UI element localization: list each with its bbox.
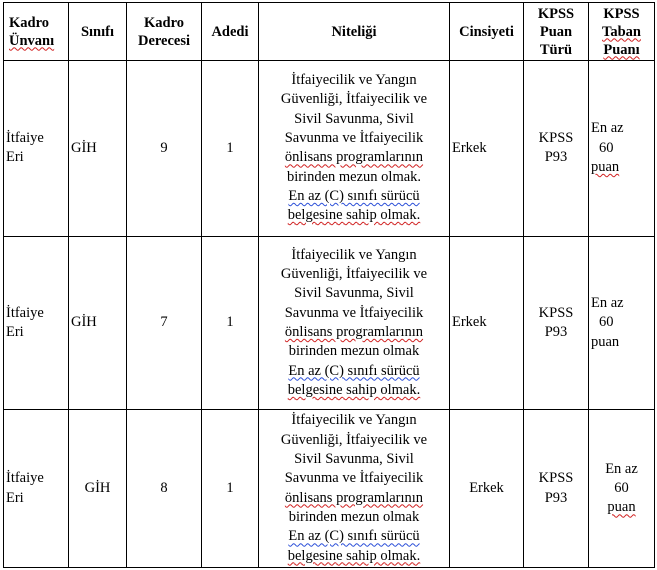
cell-derece: 9 xyxy=(127,61,202,237)
cell-unvan: İtfaiye Eri xyxy=(4,236,69,410)
cell-taban-puan: En az 60 puan xyxy=(589,236,655,410)
cell-unvan: İtfaiye Eri xyxy=(4,410,69,568)
header-kpss-taban-puani: KPSS Taban Puanı xyxy=(589,3,655,61)
cell-cinsiyet: Erkek xyxy=(450,410,524,568)
cell-adet: 1 xyxy=(202,236,259,410)
cell-taban-puan: En az 60 puan xyxy=(589,61,655,237)
cell-adet: 1 xyxy=(202,61,259,237)
header-adedi: Adedi xyxy=(202,3,259,61)
table-row xyxy=(4,61,655,237)
header-kadro-unvani: Kadro Ünvanı xyxy=(4,3,69,61)
cell-cinsiyet: Erkek xyxy=(450,236,524,410)
cell-sinif: GİH xyxy=(69,236,127,410)
cell-cinsiyet: Erkek xyxy=(450,61,524,237)
cell-nitelik: İtfaiyecilik ve Yangın Güvenliği, İtfaiyecilik ve Sivil Savunma, Sivil Savunma ve İtfaiyecilik önlisans programlarının birinden mezun olmak. En az (C) sınıfı sürücü belgesine sahip olmak. xyxy=(259,61,450,237)
header-sinifi: Sınıfı xyxy=(69,3,127,61)
cell-sinif: GİH xyxy=(69,410,127,568)
cell-puan-turu: KPSS P93 xyxy=(524,236,589,410)
header-row xyxy=(4,3,655,61)
cell-nitelik: İtfaiyecilik ve Yangın Güvenliği, İtfaiyecilik ve Sivil Savunma, Sivil Savunma ve İtfaiyecilik önlisans programlarının birinden mezun olmak En az (C) sınıfı sürücü belgesine sahip olmak. xyxy=(259,410,450,568)
header-kpss-puan-turu: KPSS Puan Türü xyxy=(524,3,589,61)
staff-position-table xyxy=(3,2,655,568)
cell-taban-puan: En az 60 puan xyxy=(589,410,655,568)
cell-puan-turu: KPSS P93 xyxy=(524,61,589,237)
cell-puan-turu: KPSS P93 xyxy=(524,410,589,568)
cell-adet: 1 xyxy=(202,410,259,568)
table-row xyxy=(4,410,655,568)
cell-derece: 7 xyxy=(127,236,202,410)
header-niteligi: Niteliği xyxy=(259,3,450,61)
cell-nitelik: İtfaiyecilik ve Yangın Güvenliği, İtfaiyecilik ve Sivil Savunma, Sivil Savunma ve İtfaiyecilik önlisans programlarının birinden mezun olmak En az (C) sınıfı sürücü belgesine sahip olmak. xyxy=(259,236,450,410)
cell-derece: 8 xyxy=(127,410,202,568)
cell-unvan: İtfaiye Eri xyxy=(4,61,69,237)
header-kadro-derecesi: Kadro Derecesi xyxy=(127,3,202,61)
table-row xyxy=(4,236,655,410)
header-cinsiyeti: Cinsiyeti xyxy=(450,3,524,61)
cell-sinif: GİH xyxy=(69,61,127,237)
